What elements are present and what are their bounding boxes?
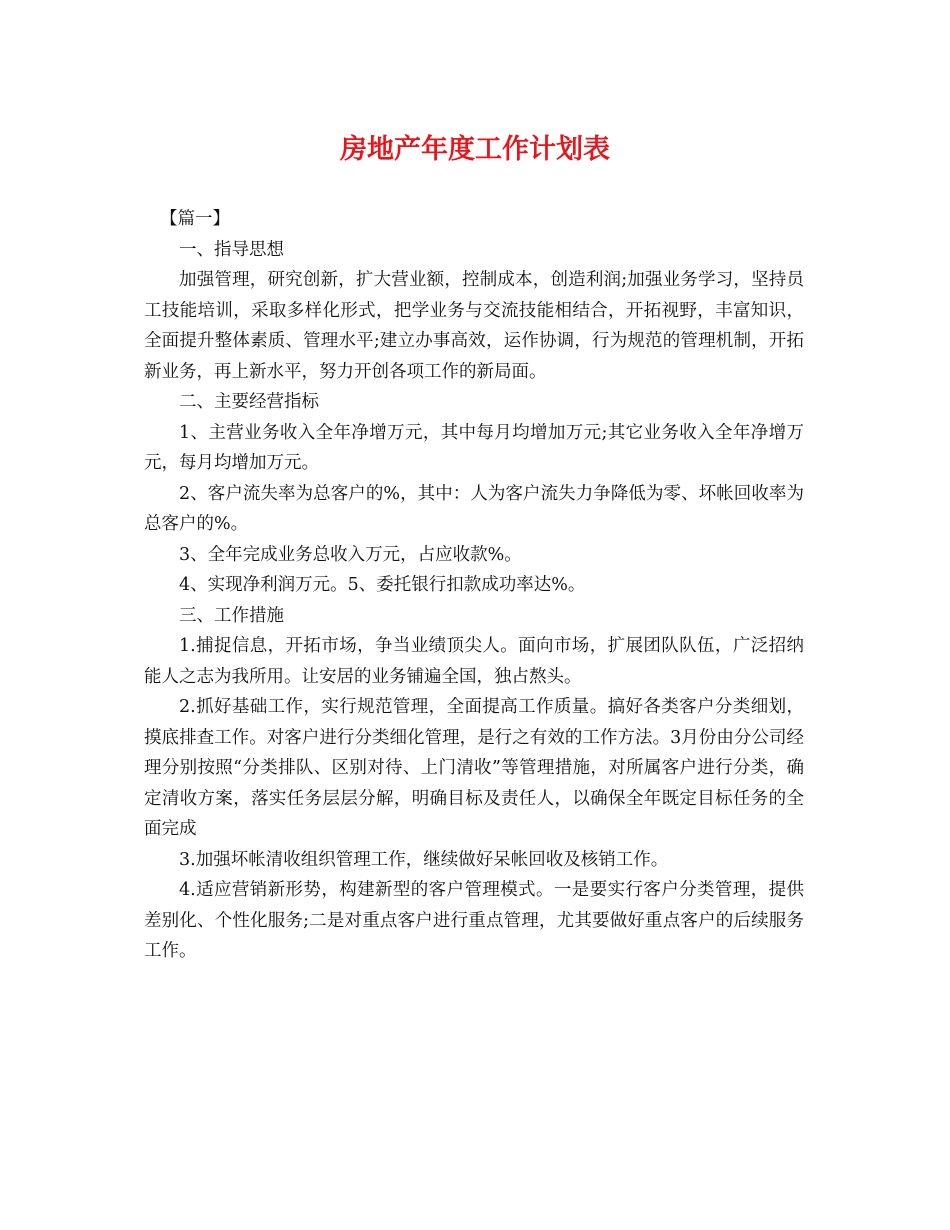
measure-item-3: 3.加强坏帐清收组织管理工作，继续做好呆帐回收及核销工作。	[179, 849, 669, 870]
document-title: 房地产年度工作计划表	[340, 134, 610, 165]
paragraph-guiding-ideology: 加强管理，研究创新，扩大营业额，控制成本，创造利润;加强业务学习，坚持员工技能培训，采取多样化形式，把学业务与交流技能相结合，开拓视野，丰富知识，全面提升整体素质、管理水平;建立办事高效，运作协调，行为规范的管理机制，开拓新业务，再上新水平，努力开创各项工作的新局面。	[144, 270, 804, 382]
heading-main-indicators: 二、主要经营指标	[179, 392, 319, 412]
heading-work-measures: 三、工作措施	[179, 605, 284, 626]
section-label: 【篇一】	[160, 209, 230, 229]
heading-guiding-ideology: 一、指导思想	[179, 239, 284, 260]
measure-item-1: 1.捕捉信息，开拓市场，争当业绩顶尖人。面向市场，扩展团队队伍，广泛招纳能人之志为我所用。让安居的业务铺遍全国，独占熬头。	[144, 636, 804, 687]
indicator-item-4-5: 4、实现净利润万元。5、委托银行扣款成功率达%。	[179, 575, 586, 595]
indicator-item-3: 3、全年完成业务总收入万元，占应收款%。	[179, 544, 522, 565]
measure-item-4: 4.适应营销新形势，构建新型的客户管理模式。一是要实行客户分类管理，提供差别化、个性化服务;二是对重点客户进行重点管理，尤其要做好重点客户的后续服务工作。	[144, 880, 804, 961]
indicator-item-1: 1、主营业务收入全年净增万元，其中每月均增加万元;其它业务收入全年净增万元，每月均增加万元。	[144, 422, 804, 473]
document-body	[144, 204, 804, 967]
indicator-item-2: 2、客户流失率为总客户的%，其中：人为客户流失力争降低为零、坏帐回收率为总客户的%。	[144, 483, 804, 534]
measure-item-2: 2.抓好基础工作，实行规范管理，全面提高工作质量。搞好各类客户分类细划，摸底排查工作。对客户进行分类细化管理，是行之有效的工作方法。3月份由分公司经理分别按照“分类排队、区别对待、上门清收”等管理措施，对所属客户进行分类，确定清收方案，落实任务层层分解，明确目标及责任人，以确保全年既定目标任务的全面完成	[144, 697, 804, 839]
